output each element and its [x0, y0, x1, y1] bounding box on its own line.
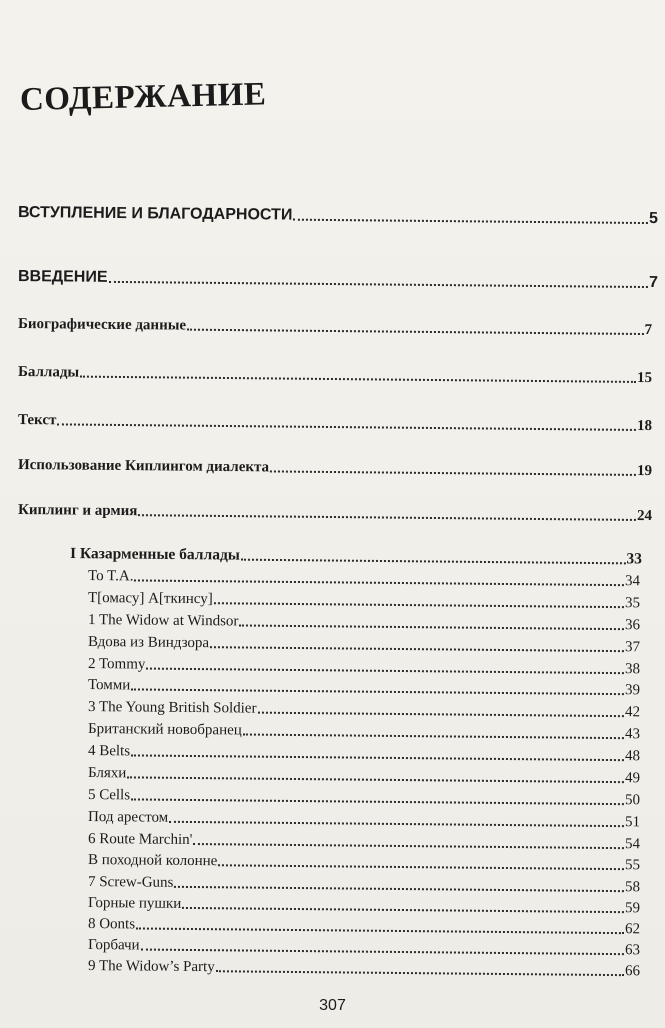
toc-entry: [88, 895, 640, 917]
toc-page-number: 54: [624, 836, 641, 853]
toc-subsection-label: Текст: [17, 412, 57, 429]
toc-entry: [88, 787, 640, 809]
dot-leader: [187, 329, 643, 335]
toc-entry: [88, 809, 640, 831]
toc-subsection-label: Баллады: [17, 364, 80, 381]
page-footer-number: 307: [319, 997, 346, 1014]
toc-page-number: 66: [624, 963, 641, 980]
toc-entry: [88, 937, 640, 959]
toc-page-number: 15: [636, 369, 653, 387]
toc-entry: [88, 721, 640, 743]
toc-subsection: [18, 457, 652, 480]
toc-entry-label: Т[омасу] А[ткинсу]: [87, 590, 213, 608]
toc-subsection-label: Использование Киплингом диалекта: [17, 457, 270, 476]
toc-entry: [88, 634, 640, 656]
toc-entry-label: Вдова из Виндзора: [87, 634, 210, 652]
toc-entry-label: 5 Cells: [87, 787, 131, 804]
toc-subsection: [18, 364, 652, 387]
toc-entry-label: В походной колонне: [87, 852, 218, 870]
toc-entry: [88, 916, 640, 938]
dot-leader: [216, 970, 624, 976]
toc-page-number: 51: [624, 814, 641, 831]
dot-leader: [109, 281, 649, 288]
toc-entry: [88, 568, 640, 590]
toc-page-number: 48: [624, 748, 641, 765]
dot-leader: [131, 688, 624, 695]
toc-entry: [88, 852, 640, 874]
toc-entry-label: 4 Belts: [87, 743, 131, 760]
toc-entry: [88, 874, 640, 896]
toc-page-number: 63: [624, 942, 641, 959]
toc-page-number: 59: [624, 900, 641, 917]
toc-page-number: 24: [636, 507, 653, 525]
toc-entry-label: 7 Screw-Guns: [87, 874, 174, 891]
dot-leader: [193, 843, 624, 849]
toc-page-number: 49: [624, 770, 641, 787]
dot-leader: [127, 776, 624, 783]
dot-leader: [218, 864, 624, 870]
dot-leader: [182, 907, 624, 913]
toc-subsection-label: Киплинг и армия: [17, 502, 138, 520]
dot-leader: [57, 423, 636, 431]
dot-leader: [80, 376, 636, 383]
toc-page-number: 7: [648, 274, 659, 292]
toc-page-number: 7: [644, 322, 653, 339]
toc-section: [18, 268, 658, 292]
toc-page-number: 19: [636, 462, 653, 480]
toc-entry: [88, 656, 640, 678]
toc-entry-label: Британский новобранец: [87, 721, 242, 739]
dot-leader: [174, 886, 624, 892]
toc-page-number: 58: [624, 879, 641, 896]
toc-subsection-label: Биографические данные: [17, 316, 187, 334]
toc-entry-label: 9 The Widow’s Party: [87, 958, 215, 976]
dot-leader: [239, 624, 624, 630]
toc-entry-label: 6 Route Marchin': [87, 831, 193, 849]
toc-entry-label: 1 The Widow at Windsor: [87, 612, 239, 630]
toc-entry: [88, 743, 640, 765]
toc-page-number: 50: [624, 792, 641, 809]
toc-entry-label: 8 Oonts: [87, 916, 136, 933]
toc-section-label: ВСТУПЛЕНИЕ И БЛАГОДАРНОСТИ: [17, 204, 293, 224]
toc-page-number: 36: [624, 617, 641, 634]
toc-subsection: [18, 502, 652, 525]
toc-entry: [88, 765, 640, 787]
toc-section-label: ВВЕДЕНИЕ: [17, 268, 108, 286]
toc-chapter: [70, 545, 642, 568]
dot-leader: [136, 927, 624, 934]
dot-leader: [131, 754, 624, 761]
toc-page-number: 62: [624, 921, 641, 938]
toc-page-number: 38: [624, 661, 641, 678]
toc-page-number: 5: [648, 210, 659, 228]
dot-leader: [131, 798, 624, 805]
dot-leader: [293, 219, 648, 224]
toc-entry-label: To T.A.: [87, 568, 134, 585]
toc-entry: [88, 831, 640, 853]
toc-page-number: 42: [624, 704, 641, 721]
dot-leader: [138, 514, 636, 521]
toc-page-number: 35: [624, 595, 641, 612]
dot-leader: [169, 821, 624, 827]
toc-entry-label: 3 The Young British Soldier: [87, 699, 257, 717]
toc-entry-label: Под арестом: [87, 809, 169, 826]
dot-leader: [243, 733, 624, 739]
toc-entry: [88, 590, 640, 612]
toc-page-number: 55: [624, 857, 641, 874]
dot-leader: [134, 579, 624, 586]
toc-entry: [88, 958, 640, 980]
toc-subsection: [18, 412, 652, 435]
dot-leader: [141, 949, 624, 956]
dot-leader: [257, 712, 624, 718]
dot-leader: [270, 470, 636, 476]
dot-leader: [210, 646, 624, 652]
toc-page-number: 33: [626, 550, 643, 568]
toc-entry: [88, 677, 640, 699]
toc-entry: [88, 699, 640, 721]
toc-entry-label: Томми: [87, 677, 131, 694]
toc-entry: [88, 612, 640, 634]
toc-section: [18, 204, 658, 228]
dot-leader: [214, 602, 624, 608]
toc-entry-label: 2 Tommy: [87, 656, 146, 673]
toc-page-number: 43: [624, 726, 641, 743]
toc-page-number: 34: [624, 573, 641, 590]
toc-page-number: 37: [624, 639, 641, 656]
toc-entry-label: Бляхи: [87, 765, 127, 782]
dot-leader: [146, 668, 624, 675]
dot-leader: [241, 559, 626, 565]
toc-subsection: [18, 316, 652, 339]
toc-page-number: 39: [624, 682, 641, 699]
toc-page-number: 18: [636, 417, 653, 435]
page-title: СОДЕРЖАНИЕ: [19, 76, 267, 118]
toc-chapter-label: I Казарменные баллады: [69, 545, 241, 564]
toc-entry-label: Горбачи: [87, 937, 140, 954]
toc-entry-label: Горные пушки: [87, 895, 182, 912]
